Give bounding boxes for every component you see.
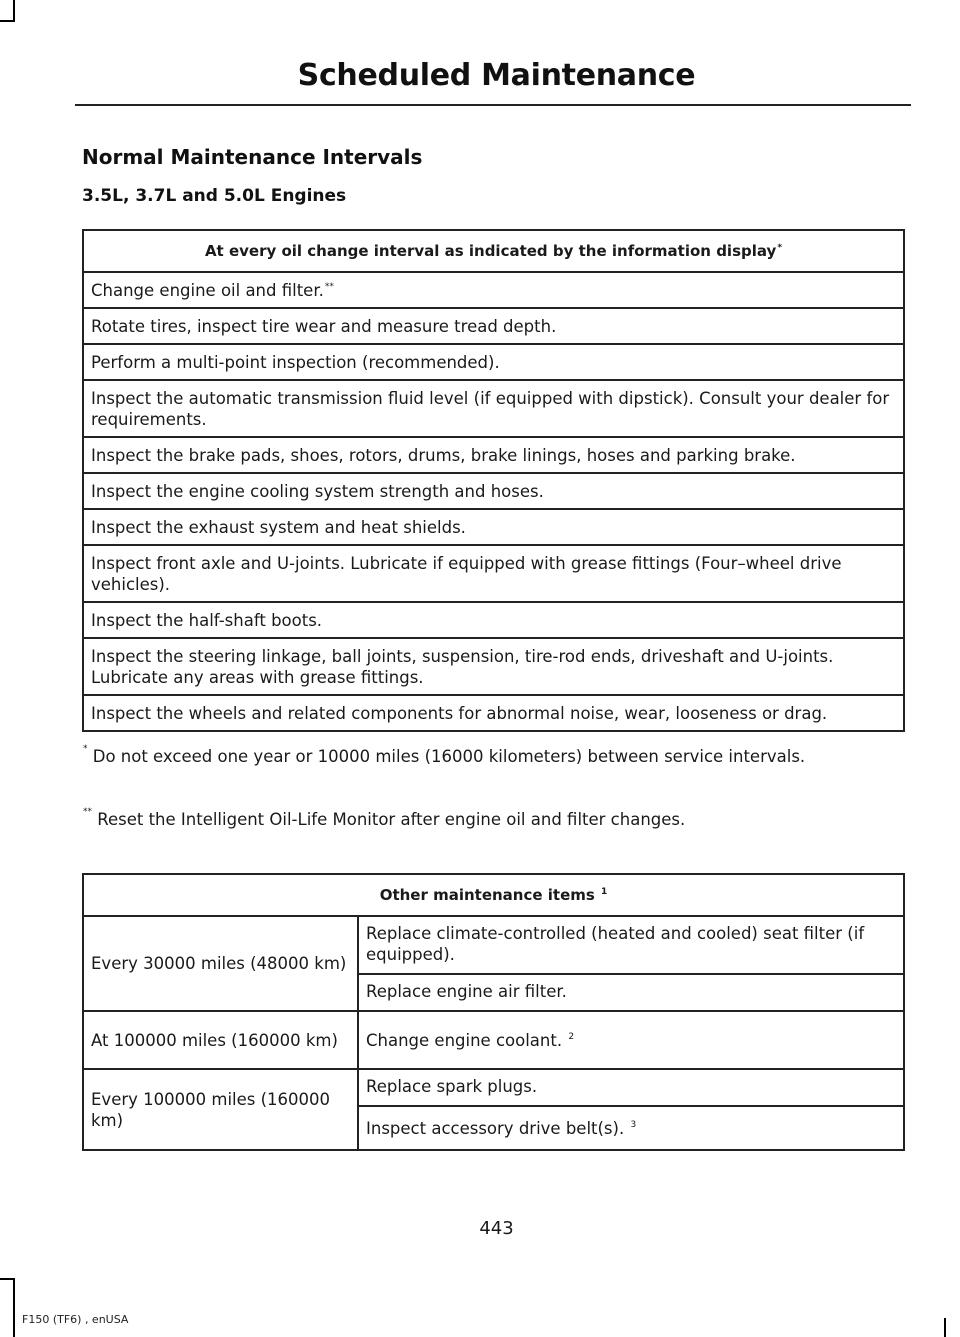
table-row bbox=[83, 695, 904, 731]
document-id: F150 (TF6) , enUSA bbox=[22, 1313, 129, 1326]
maintenance-item: Inspect the steering linkage, ball joints, suspension, tire-rod ends, driveshaft and U-joints. Lubricate any areas with grease fittings. bbox=[83, 638, 904, 695]
crop-mark bbox=[944, 1318, 946, 1337]
maintenance-item: Perform a multi-point inspection (recommended). bbox=[83, 344, 904, 380]
table-row bbox=[83, 380, 904, 437]
maintenance-item: Inspect the exhaust system and heat shields. bbox=[83, 509, 904, 545]
table-row bbox=[83, 545, 904, 602]
page-header-title: Scheduled Maintenance bbox=[297, 58, 696, 93]
table-row bbox=[83, 473, 904, 509]
table-row bbox=[83, 272, 904, 308]
crop-mark bbox=[0, 20, 15, 22]
header-divider bbox=[75, 104, 911, 106]
oil-change-interval-table bbox=[82, 229, 905, 732]
table-row bbox=[83, 308, 904, 344]
table-row bbox=[83, 916, 904, 974]
crop-mark bbox=[0, 1278, 15, 1280]
table-row bbox=[83, 1011, 904, 1069]
maintenance-item: Replace spark plugs. bbox=[358, 1069, 904, 1106]
maintenance-item: Inspect the engine cooling system strength and hoses. bbox=[83, 473, 904, 509]
other-maintenance-table bbox=[82, 873, 905, 1151]
table-header: At every oil change interval as indicated by the information display* bbox=[83, 230, 904, 272]
interval-cell: Every 30000 miles (48000 km) bbox=[83, 916, 358, 1011]
table-row bbox=[83, 1069, 904, 1106]
maintenance-item: Inspect the brake pads, shoes, rotors, drums, brake linings, hoses and parking brake. bbox=[83, 437, 904, 473]
maintenance-item: Replace engine air filter. bbox=[358, 974, 904, 1011]
maintenance-item: Inspect front axle and U-joints. Lubricate if equipped with grease fittings (Four–wheel drive vehicles). bbox=[83, 545, 904, 602]
page-number: 443 bbox=[479, 1218, 514, 1239]
table-row bbox=[83, 602, 904, 638]
section-subtitle: 3.5L, 3.7L and 5.0L Engines bbox=[82, 186, 347, 206]
table-row bbox=[83, 344, 904, 380]
section-title: Normal Maintenance Intervals bbox=[82, 145, 423, 169]
crop-mark bbox=[13, 1278, 15, 1337]
maintenance-item: Inspect the wheels and related components for abnormal noise, wear, looseness or drag. bbox=[83, 695, 904, 731]
table-row bbox=[83, 638, 904, 695]
footnote: * Do not exceed one year or 10000 miles (16000 kilometers) between service intervals. bbox=[83, 744, 806, 766]
maintenance-item: Change engine coolant. $^2$ bbox=[358, 1011, 904, 1069]
table-row bbox=[83, 509, 904, 545]
interval-cell: At 100000 miles (160000 km) bbox=[83, 1011, 358, 1069]
table-header: Other maintenance items $^1$ bbox=[83, 874, 904, 916]
maintenance-item: Inspect the half-shaft boots. bbox=[83, 602, 904, 638]
table-row bbox=[83, 437, 904, 473]
maintenance-item: Replace climate-controlled (heated and cooled) seat filter (if equipped). bbox=[358, 916, 904, 974]
maintenance-item: Change engine oil and filter.** bbox=[83, 272, 904, 308]
footnote: ** Reset the Intelligent Oil-Life Monitor after engine oil and filter changes. bbox=[83, 807, 686, 829]
maintenance-item: Rotate tires, inspect tire wear and measure tread depth. bbox=[83, 308, 904, 344]
interval-cell: Every 100000 miles (160000 km) bbox=[83, 1069, 358, 1150]
crop-mark bbox=[13, 0, 15, 22]
maintenance-item: Inspect accessory drive belt(s). $^3$ bbox=[358, 1106, 904, 1150]
maintenance-item: Inspect the automatic transmission fluid level (if equipped with dipstick). Consult your dealer for requirements. bbox=[83, 380, 904, 437]
